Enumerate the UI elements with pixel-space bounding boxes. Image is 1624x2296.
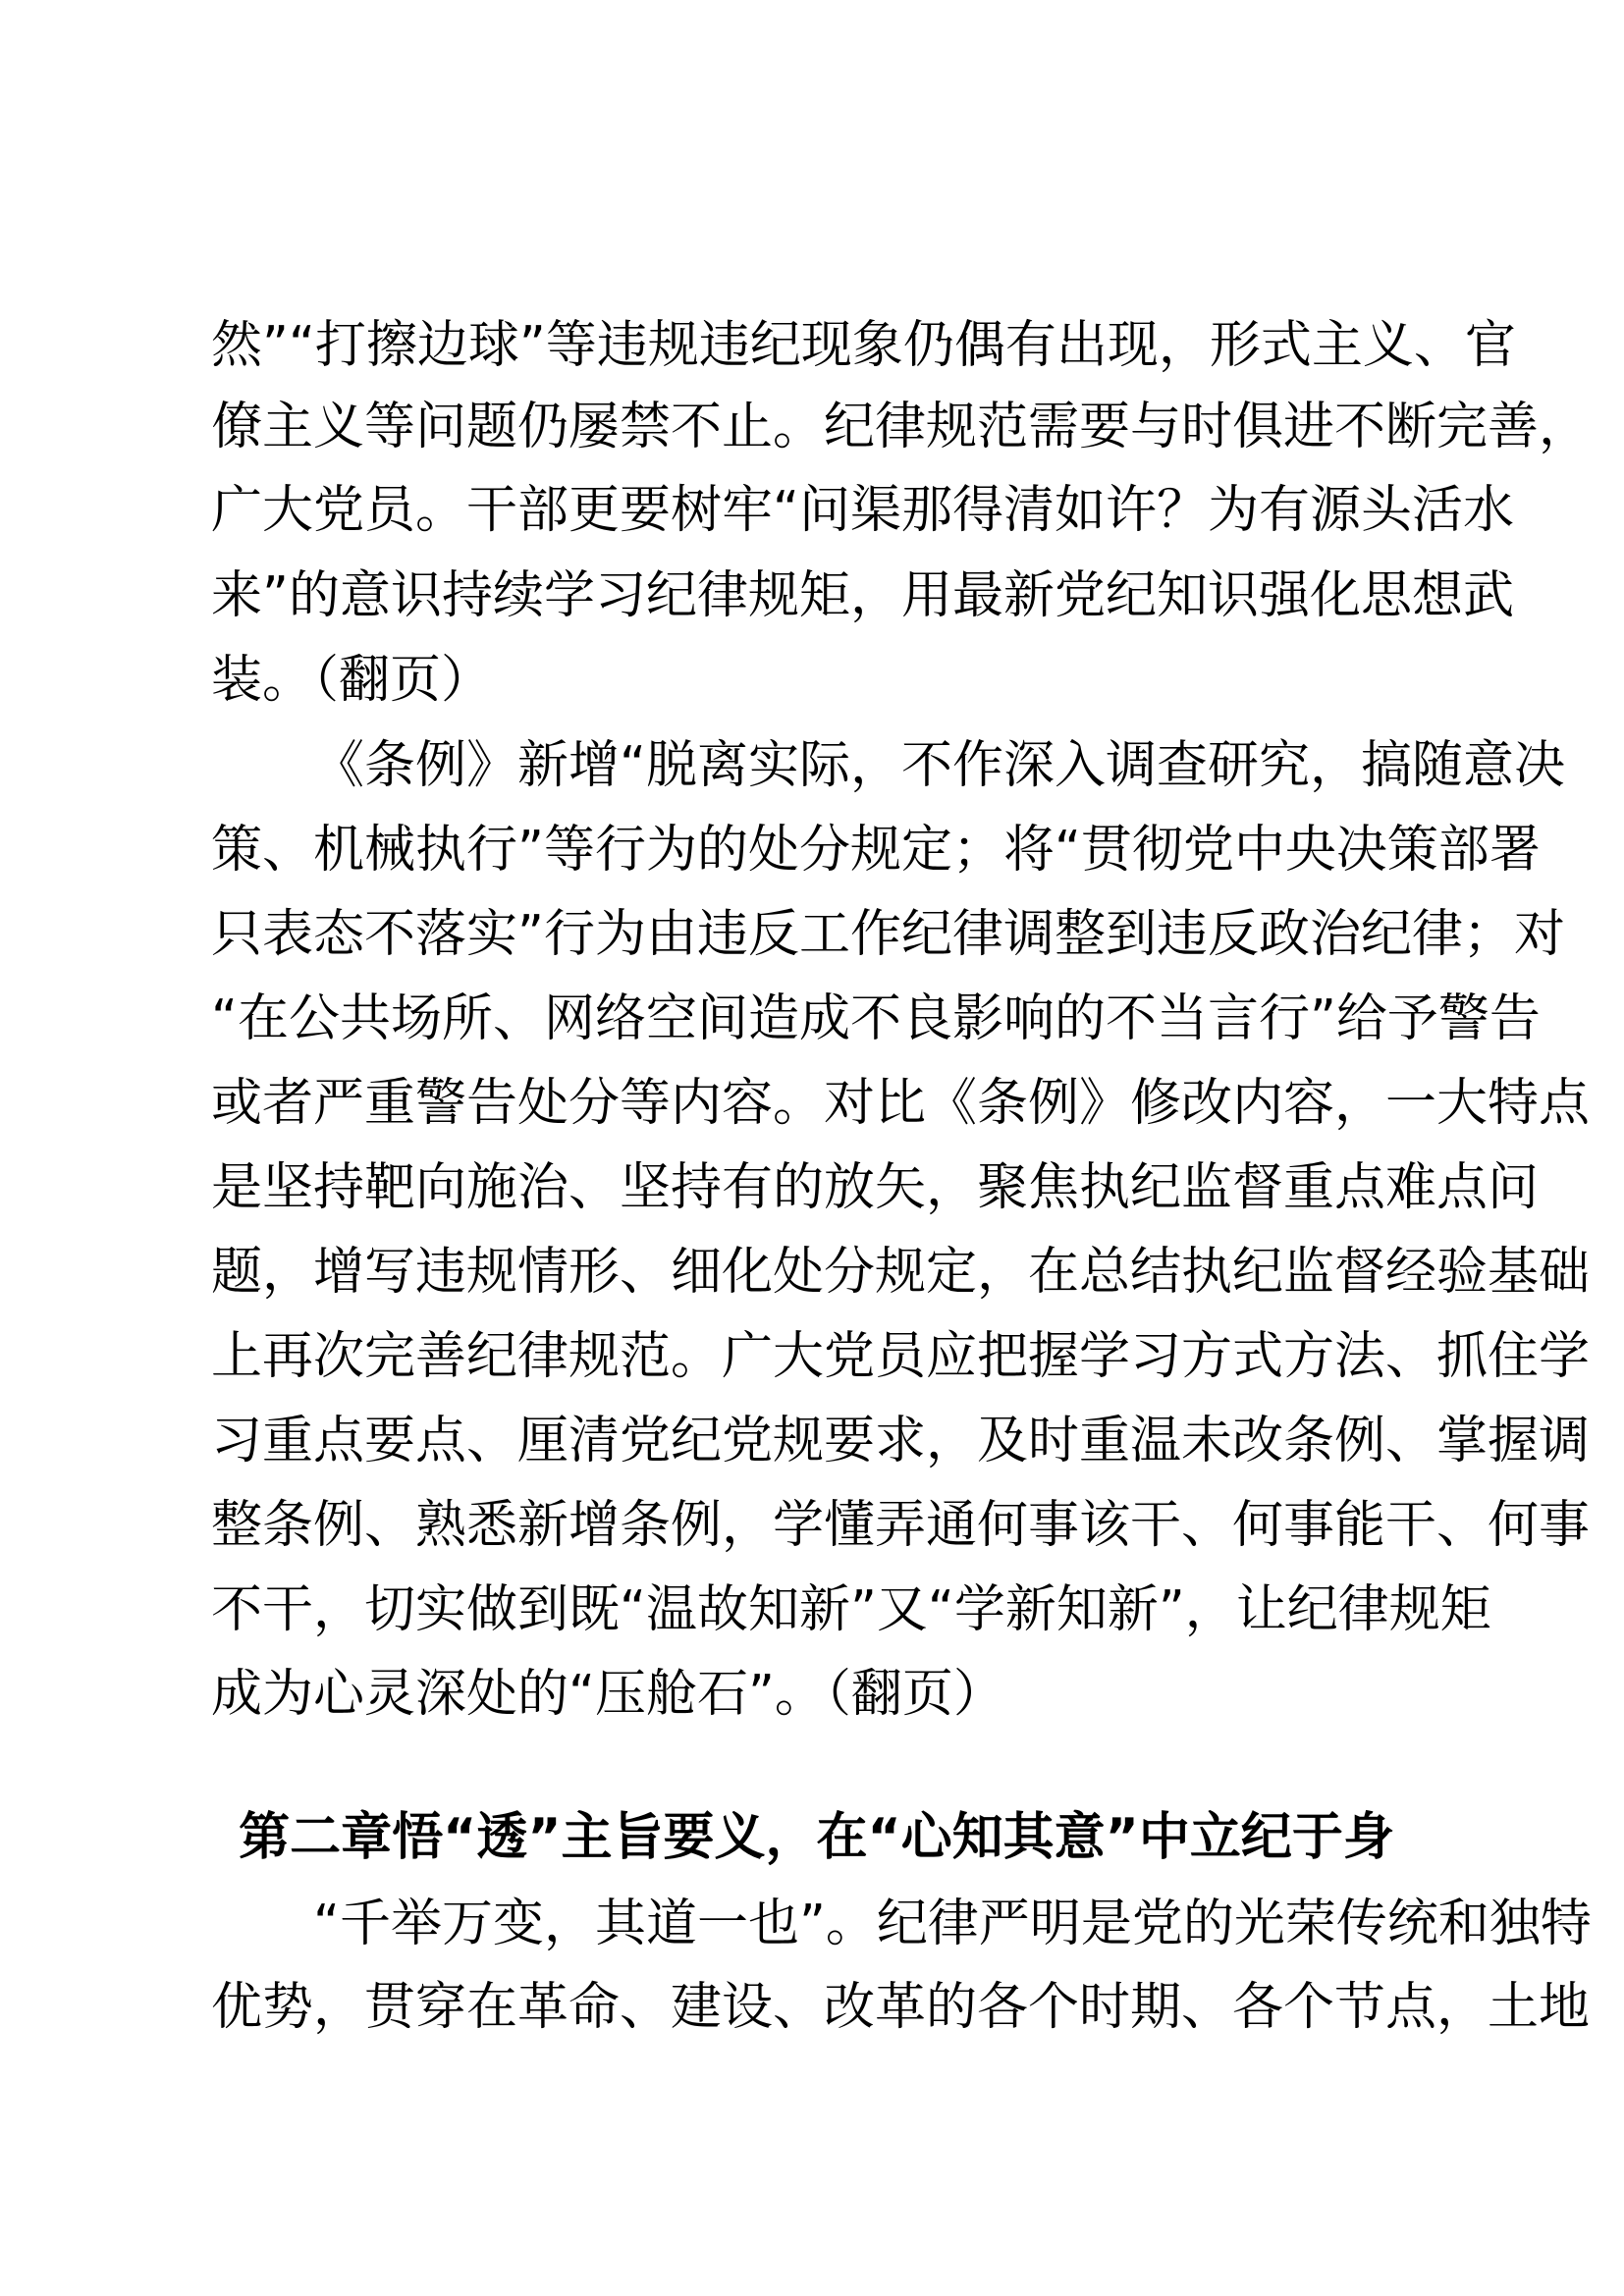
text-line: 只表态不落实”行为由违反工作纪律调整到违反政治纪律；对	[211, 905, 1565, 964]
text-line: “在公共场所、网络空间造成不良影响的不当言行”给予警告	[211, 989, 1541, 1048]
text-line: 优势，贯穿在革命、建设、改革的各个时期、各个节点，土地	[211, 1978, 1591, 2037]
text-line: 题，增写违规情形、细化处分规定，在总结执纪监督经验基础	[211, 1243, 1591, 1302]
text-line: 装。（翻页）	[211, 651, 493, 710]
text-line: 整条例、熟悉新增条例，学懂弄通何事该干、何事能干、何事	[211, 1496, 1591, 1555]
text-line: 《条例》新增“脱离实际，不作深入调查研究，搞随意决	[313, 736, 1565, 795]
text-line: 广大党员。干部更要树牢“问渠那得清如许？为有源头活水	[211, 481, 1514, 540]
text-line: 僚主义等问题仍屡禁不止。纪律规范需要与时俱进不断完善，	[211, 398, 1591, 456]
text-line: 不干，切实做到既“温故知新”又“学新知新”，让纪律规矩	[211, 1580, 1491, 1639]
text-line: 上再次完善纪律规范。广大党员应把握学习方式方法、抓住学	[211, 1327, 1591, 1386]
text-line: 然”“打擦边球”等违规违纪现象仍偶有出现，形式主义、官	[211, 316, 1516, 375]
text-line: 是坚持靶向施治、坚持有的放矢，聚焦执纪监督重点难点问	[211, 1158, 1540, 1217]
text-line: 策、机械执行”等行为的处分规定；将“贯彻党中央决策部署	[211, 821, 1541, 880]
text-line: 来”的意识持续学习纪律规矩，用最新党纪知识强化思想武	[211, 566, 1514, 625]
chapter-heading: 第二章悟“透”主旨要义，在“心知其意”中立纪于身	[239, 1808, 1394, 1867]
text-line: 或者严重警告处分等内容。对比《条例》修改内容，一大特点	[211, 1074, 1591, 1133]
text-line: 成为心灵深处的“压舱石”。（翻页）	[211, 1665, 1004, 1724]
text-line: “千举万变，其道一也”。纪律严明是党的光荣传统和独特	[313, 1895, 1592, 1953]
text-line: 习重点要点、厘清党纪党规要求，及时重温未改条例、掌握调	[211, 1412, 1591, 1470]
